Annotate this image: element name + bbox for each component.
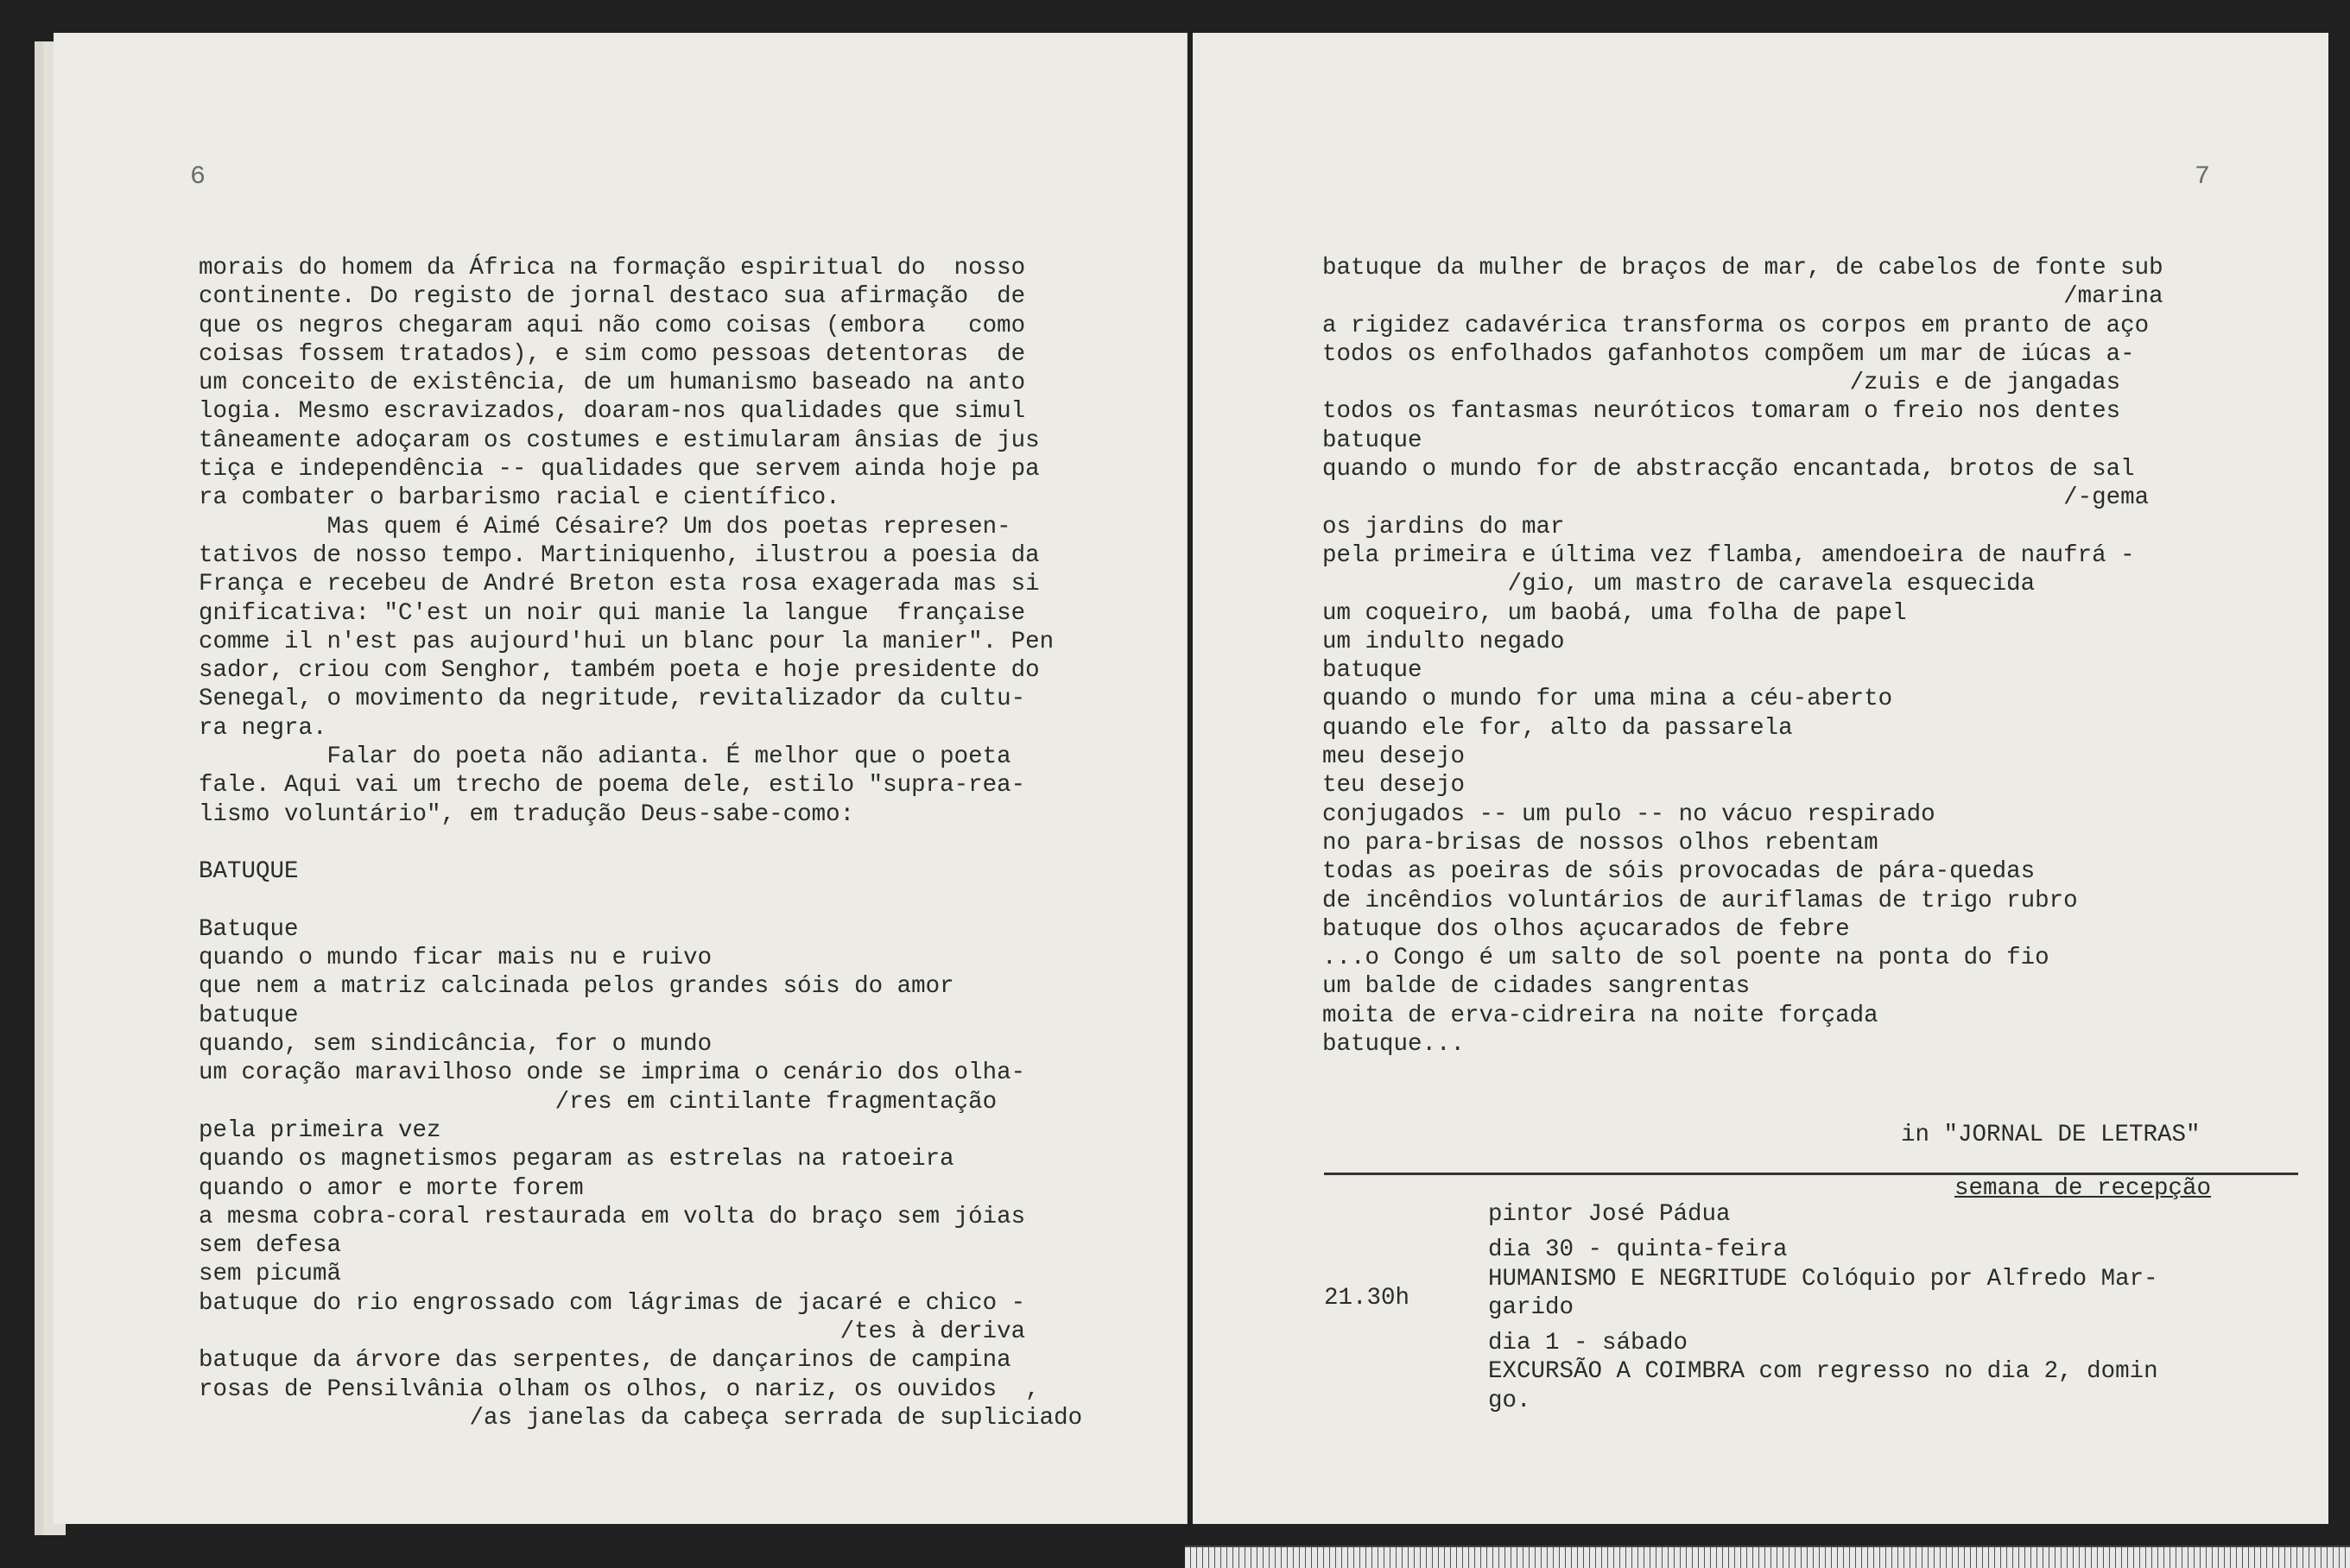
text-line: comme il n'est pas aujourd'hui un blanc pour la manier". Pen xyxy=(199,628,1055,655)
text-line: que nem a matriz calcinada pelos grandes sóis do amor xyxy=(199,973,954,1001)
text-line: pintor José Pádua xyxy=(1488,1201,1731,1228)
text-line: fale. Aqui vai um trecho de poema dele, estilo "supra-rea- xyxy=(199,772,1026,800)
text-line: no para-brisas de nossos olhos rebentam xyxy=(1322,829,1878,857)
text-line: batuque xyxy=(1322,657,1422,685)
text-line: quando o mundo for de abstracção encantada, brotos de sal xyxy=(1322,456,2135,484)
text-line: rosas de Pensilvânia olham os olhos, o nariz, os ouvidos , xyxy=(199,1375,1040,1403)
text-line: a rigidez cadavérica transforma os corpos em pranto de aço xyxy=(1322,312,2150,339)
text-line: ra combater o barbarismo racial e científico. xyxy=(199,484,840,512)
text-line: um indulto negado xyxy=(1322,628,1565,655)
text-line: sem defesa xyxy=(199,1232,342,1260)
scale-ruler xyxy=(1185,1546,2350,1568)
text-line: meu desejo xyxy=(1322,743,1466,771)
text-line: quando o amor e morte forem xyxy=(199,1174,584,1202)
text-line: ...o Congo é um salto de sol poente na ponta do fio xyxy=(1322,945,2049,972)
text-line: batuque xyxy=(199,1002,299,1029)
text-line: ra negra. xyxy=(199,714,327,742)
text-line: teu desejo xyxy=(1322,772,1466,800)
text-line: quando os magnetismos pegaram as estrelas na ratoeira xyxy=(199,1146,954,1173)
text-line xyxy=(199,887,1082,915)
text-line: /zuis e de jangadas xyxy=(1322,370,2121,397)
text-line: morais do homem da África na formação espiritual do nosso xyxy=(199,255,1026,281)
text-line: um conceito de existência, de um humanismo baseado na anto xyxy=(199,370,1026,397)
schedule-time xyxy=(1324,1284,1409,1312)
text-line: um coqueiro, um baobá, uma folha de papel xyxy=(1322,599,1907,627)
text-line: Batuque xyxy=(199,915,299,943)
text-line: Mas quem é Aimé Césaire? Um dos poetas represen- xyxy=(199,513,1011,541)
text-line: França e recebeu de André Breton esta rosa exagerada mas si xyxy=(199,571,1040,598)
text-line: um balde de cidades sangrentas xyxy=(1322,973,1751,1001)
text-line: pela primeira e última vez flamba, amendoeira de naufrá - xyxy=(1322,541,2135,569)
schedule xyxy=(1488,1200,2158,1415)
text-line: tâneamente adoçaram os costumes e estimularam ânsias de jus xyxy=(199,427,1040,454)
poem-continuation xyxy=(1322,254,2163,1059)
text-line: batuque da mulher de braços de mar, de cabelos de fonte sub xyxy=(1322,255,2163,281)
text-line: logia. Mesmo escravizados, doaram-nos qualidades que simul xyxy=(199,398,1026,426)
text-line: todos os fantasmas neuróticos tomaram o freio nos dentes xyxy=(1322,398,2121,426)
left-page xyxy=(54,33,1188,1524)
text-line: conjugados -- um pulo -- no vácuo respirado xyxy=(1322,800,1935,828)
text-line: batuque... xyxy=(1322,1031,1466,1059)
text-line: quando ele for, alto da passarela xyxy=(1322,714,1793,742)
text-line: batuque da árvore das serpentes, de dançarinos de campina xyxy=(199,1347,1011,1375)
text-line: quando o mundo ficar mais nu e ruivo xyxy=(199,945,713,972)
text-line: lismo voluntário", em tradução Deus-sabe-como: xyxy=(199,800,855,828)
text-line: batuque xyxy=(1322,427,1422,454)
text-line: a mesma cobra-coral restaurada em volta do braço sem jóias xyxy=(199,1203,1026,1230)
text-line: gnificativa: "C'est un noir qui manie la langue française xyxy=(199,599,1026,627)
text-line: batuque dos olhos açucarados de febre xyxy=(1322,915,1850,943)
text-line: continente. Do registo de jornal destaco sua afirmação de xyxy=(199,283,1026,311)
text-line: de incêndios voluntários de auriflamas de trigo rubro xyxy=(1322,887,2078,914)
text-line: /as janelas da cabeça serrada de supliciado xyxy=(199,1404,1083,1432)
text-line: sador, criou com Senghor, também poeta e hoje presidente do xyxy=(199,657,1040,685)
right-page xyxy=(1193,33,2328,1524)
text-line: Senegal, o movimento da negritude, revitalizador da cultu- xyxy=(199,686,1026,713)
text-line: dia 30 - quinta-feira xyxy=(1488,1236,1788,1264)
time-label: 21.30h xyxy=(1324,1285,1410,1312)
text-line: tativos de nosso tempo. Martiniquenho, ilustrou a poesia da xyxy=(199,541,1040,569)
text-line: coisas fossem tratados), e sim como pessoas detentoras de xyxy=(199,340,1026,368)
text-line: /gio, um mastro de caravela esquecida xyxy=(1322,571,2036,598)
text-line: quando o mundo for uma mina a céu-aberto xyxy=(1322,686,1893,713)
text-line: /tes à deriva xyxy=(199,1318,1026,1345)
text-line: pela primeira vez xyxy=(199,1116,441,1144)
text-line: Falar do poeta não adianta. É melhor que o poeta xyxy=(199,743,1011,771)
source-text: in "JORNAL DE LETRAS" xyxy=(1901,1122,2201,1148)
text-line: que os negros chegaram aqui não como coisas (embora como xyxy=(199,312,1026,339)
text-line xyxy=(199,829,1082,857)
text-line: todas as poeiras de sóis provocadas de pára-quedas xyxy=(1322,858,2036,886)
text-line: /marina xyxy=(1322,283,2163,311)
section-title-text: semana de recepção xyxy=(1954,1175,2212,1202)
text-line: BATUQUE xyxy=(199,858,299,886)
text-line: HUMANISMO E NEGRITUDE Colóquio por Alfredo Mar- xyxy=(1488,1265,2158,1293)
text-line: EXCURSÃO A COIMBRA com regresso no dia 2, domin xyxy=(1488,1358,2158,1386)
text-line: go. xyxy=(1488,1387,1531,1414)
text-line: /res em cintilante fragmentação xyxy=(199,1088,998,1116)
page-number: 7 xyxy=(2195,162,2211,192)
text-line: batuque do rio engrossado com lágrimas de jacaré e chico - xyxy=(199,1289,1026,1317)
source-citation xyxy=(1901,1121,2201,1149)
left-page-text xyxy=(199,254,1082,1432)
text-line: dia 1 - sábado xyxy=(1488,1330,1688,1357)
text-line: os jardins do mar xyxy=(1322,513,1565,541)
text-line: tiça e independência -- qualidades que servem ainda hoje pa xyxy=(199,456,1040,484)
page-number: 6 xyxy=(190,162,206,192)
text-line: moita de erva-cidreira na noite forçada xyxy=(1322,1002,1878,1029)
text-line: quando, sem sindicância, for o mundo xyxy=(199,1031,713,1059)
section-title xyxy=(1954,1174,2211,1203)
text-line: /-gema xyxy=(1322,484,2150,512)
text-line: sem picumã xyxy=(199,1261,342,1288)
text-line: um coração maravilhoso onde se imprima o cenário dos olha- xyxy=(199,1059,1026,1087)
text-line: todos os enfolhados gafanhotos compõem um mar de iúcas a- xyxy=(1322,340,2135,368)
text-line: garido xyxy=(1488,1293,1574,1321)
